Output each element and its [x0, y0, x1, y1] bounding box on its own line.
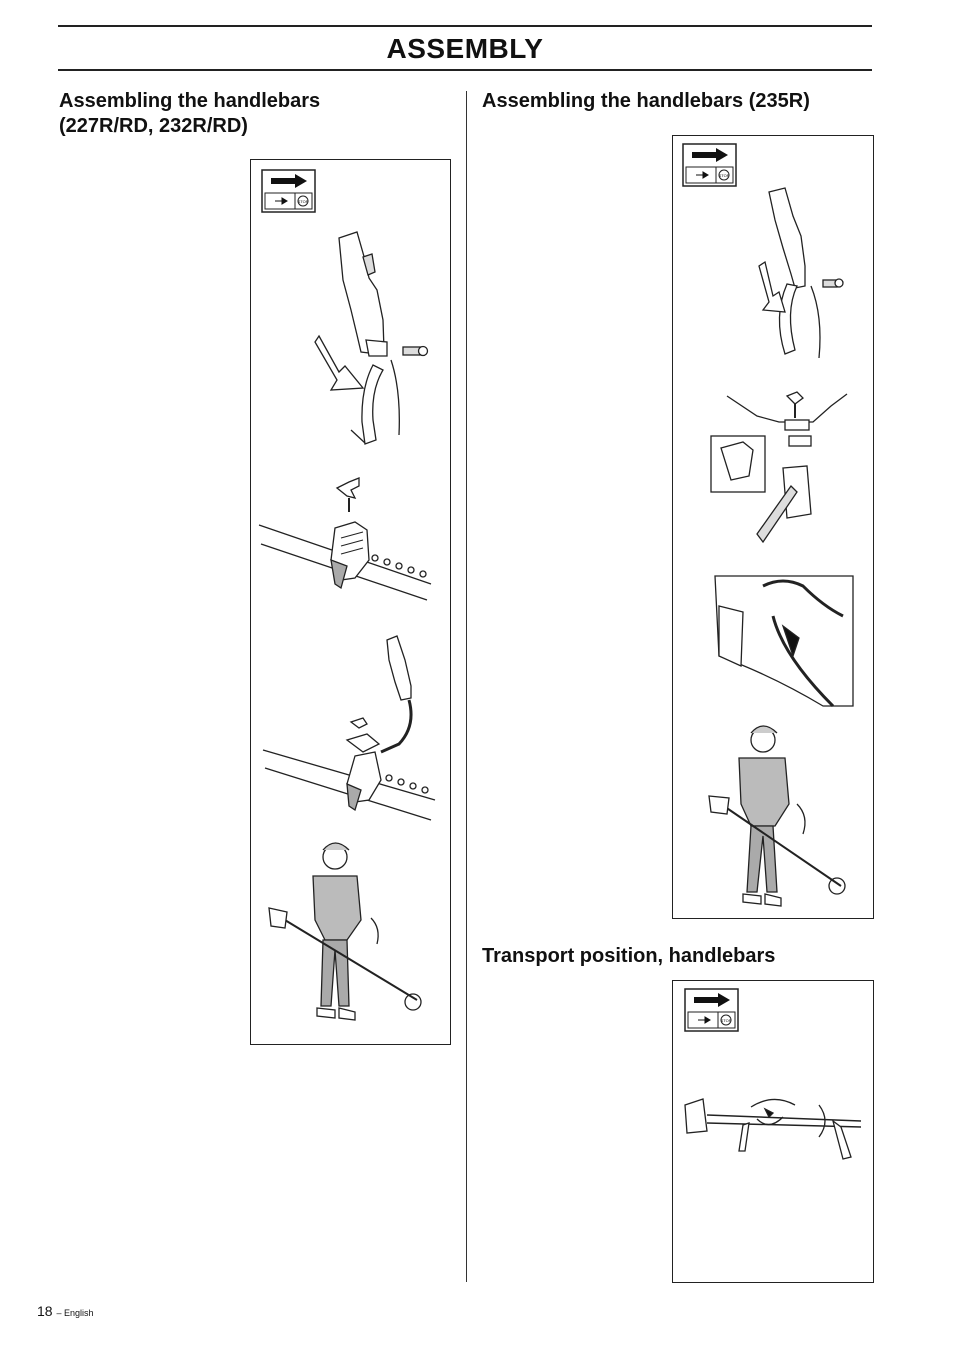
- section-heading-227r: [59, 89, 439, 139]
- page-footer: [37, 1303, 94, 1319]
- wing-knob-and-clamp: [259, 478, 431, 600]
- step-icon: [262, 170, 315, 212]
- column-divider: [466, 91, 467, 1282]
- figure-handlebar-assembly-227r: [250, 159, 451, 1045]
- page-number: 18: [37, 1303, 53, 1319]
- figure-transport-position: [672, 980, 874, 1283]
- operator-with-trimmer: [269, 843, 421, 1020]
- stop-label: STOP: [720, 1018, 732, 1023]
- header-rule-bottom: [58, 69, 872, 71]
- trimmer-transport: [685, 1099, 861, 1159]
- illustration-transport-position: [673, 981, 873, 1282]
- section-heading-227r-line1: Assembling the handlebars: [59, 90, 321, 112]
- stop-label: STOP: [297, 199, 309, 204]
- figure-handlebar-assembly-235r: [672, 135, 874, 919]
- handle-with-bolt: [315, 232, 428, 444]
- mounted-handle: [263, 636, 435, 820]
- page-title: ASSEMBLY: [386, 33, 544, 64]
- step-icon: [685, 989, 738, 1031]
- header-rule-top: [58, 25, 872, 27]
- illustration-handlebar-227r: [251, 160, 450, 1044]
- handle-with-bolt: [759, 188, 843, 358]
- clamp-assembly: [711, 392, 847, 542]
- operator-with-trimmer: [709, 726, 845, 906]
- section-heading-transport: Transport position, handlebars: [482, 945, 776, 967]
- section-heading-235r: Assembling the handlebars (235R): [482, 90, 810, 112]
- cable-routing: [715, 576, 853, 706]
- section-heading-227r-line2: (227R/RD, 232R/RD): [59, 115, 248, 137]
- stop-label: STOP: [718, 173, 730, 178]
- step-icon: [683, 144, 736, 186]
- footer-language: – English: [56, 1308, 94, 1318]
- illustration-handlebar-235r: [673, 136, 873, 918]
